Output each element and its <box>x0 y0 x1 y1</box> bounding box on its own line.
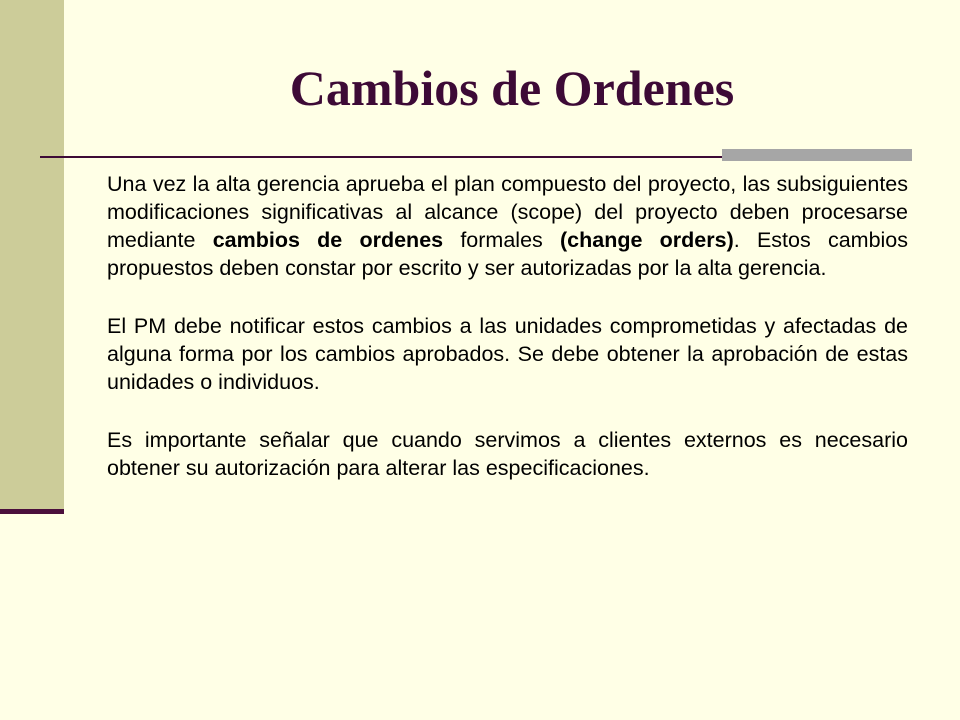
paragraph-external-clients: Es importante señalar que cuando servimos a clientes externos es necesario obtener su autorización para alterar las especificaciones. <box>107 428 908 480</box>
slide-body <box>107 170 908 512</box>
slide-title: Cambios de Ordenes <box>289 60 735 116</box>
left-accent-bar <box>0 509 64 514</box>
paragraph-change-orders <box>107 170 908 282</box>
paragraph-1-bold-term-english: (change orders) <box>560 228 734 252</box>
paragraph-pm-notification: El PM debe notificar estos cambios a las unidades comprometidas y afectadas de alguna forma por los cambios aprobados. Se debe obtener la aprobación de estas unidades o individuos. <box>107 314 908 394</box>
paragraph-1-text-a: Una vez la alta gerencia aprueba el plan compuesto del proyecto, las subsiguientes modificaciones significativas al alcance (scope) del proyecto deben procesarse mediante <box>107 172 908 252</box>
paragraph-1-bold-term: cambios de ordenes <box>212 228 444 252</box>
paragraph-1-text-b: formales <box>443 228 561 252</box>
left-decorative-stripe <box>0 0 64 510</box>
paragraph-1-text-c: . Estos cambios propuestos deben constar por escrito y ser autorizadas por la alta gerencia. <box>107 228 909 280</box>
title-accent-bar <box>722 149 912 161</box>
